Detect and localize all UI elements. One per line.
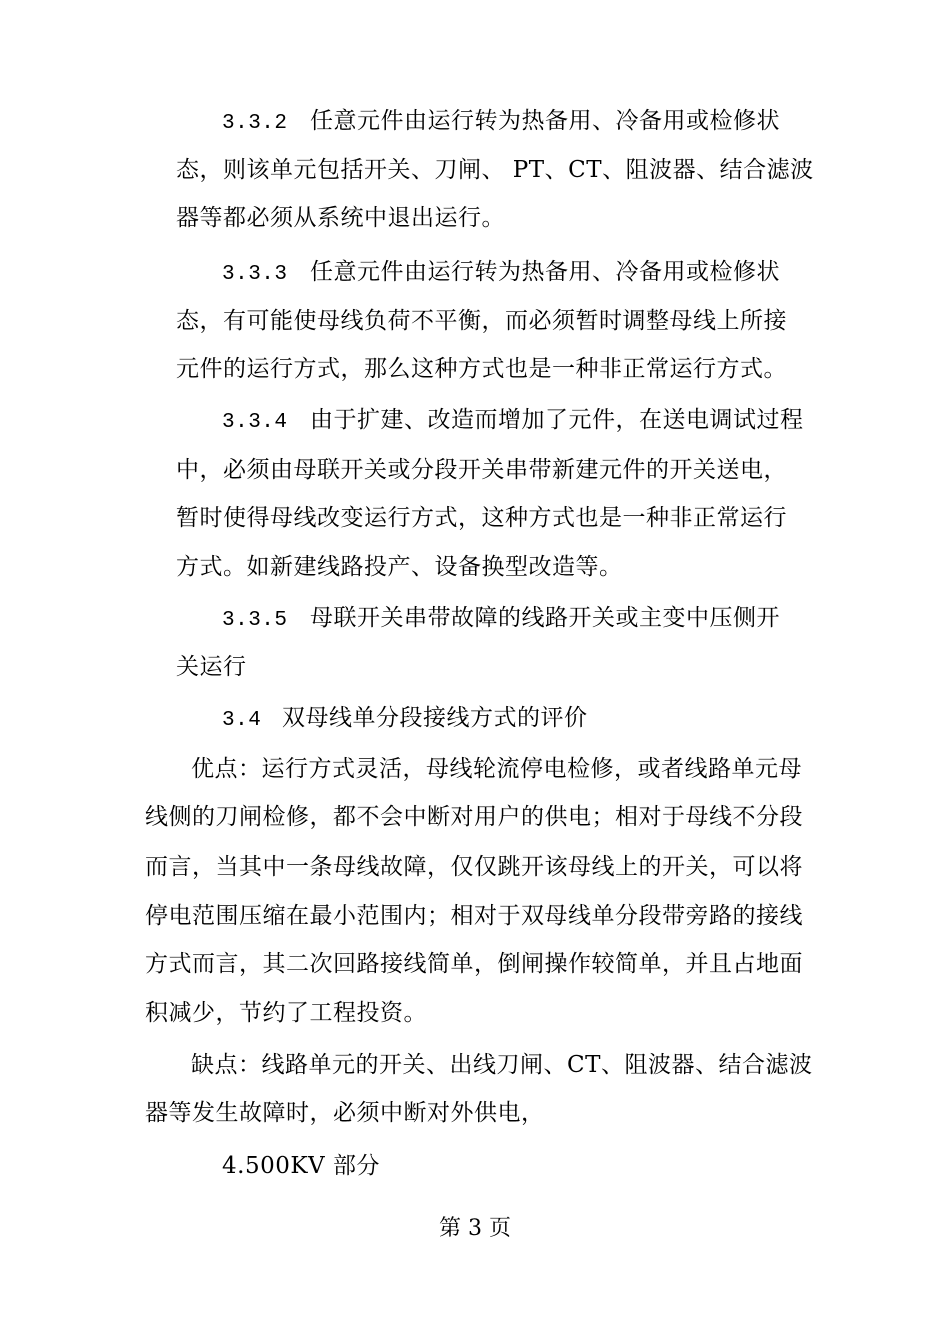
section-number: 3.4	[222, 709, 262, 732]
paragraph-line: 元件的运行方式，那么这种方式也是一种非正常运行方式。	[176, 356, 787, 382]
section-4-heading: 4.500KV 部分	[222, 1153, 380, 1179]
paragraph-line: 暂时使得母线改变运行方式，这种方式也是一种非正常运行	[176, 505, 787, 531]
section-number: 3.3.4	[222, 411, 288, 434]
advantages-line: 而言，当其中一条母线故障，仅仅跳开该母线上的开关，可以将	[145, 854, 803, 880]
section-3-4-heading	[222, 703, 588, 736]
paragraph-text: 任意元件由运行转为热备用、冷备用或检修状	[310, 108, 780, 134]
disadvantages-line: 器等发生故障时，必须中断对外供电，	[145, 1100, 545, 1126]
paragraph-line: 态，则该单元包括开关、刀闸、 PT、CT、阻波器、结合滤波	[176, 157, 814, 183]
paragraph-text: 母联开关串带故障的线路开关或主变中压侧开	[310, 605, 780, 631]
advantages-line: 方式而言，其二次回路接线简单，倒闸操作较简单，并且占地面	[145, 951, 803, 977]
page-number-footer: 第 3 页	[439, 1216, 511, 1241]
advantages-line: 停电范围压缩在最小范围内；相对于双母线单分段带旁路的接线	[145, 903, 803, 929]
paragraph-line: 方式。如新建线路投产、设备换型改造等。	[176, 554, 623, 580]
advantages-line: 线侧的刀闸检修，都不会中断对用户的供电；相对于母线不分段	[145, 804, 803, 830]
section-number: 3.3.3	[222, 263, 288, 286]
paragraph-line: 器等都必须从系统中退出运行。	[176, 205, 505, 231]
section-title: 双母线单分段接线方式的评价	[282, 705, 588, 731]
section-3-3-2-line-1	[222, 106, 780, 139]
section-number: 3.3.5	[222, 609, 288, 632]
section-3-3-3-line-1	[222, 257, 780, 290]
advantages-line: 优点：运行方式灵活，母线轮流停电检修，或者线路单元母	[191, 756, 802, 782]
section-3-3-5-line-1	[222, 603, 780, 636]
section-3-3-4-line-1	[222, 405, 804, 438]
paragraph-line: 关运行	[176, 654, 247, 680]
paragraph-text: 由于扩建、改造而增加了元件，在送电调试过程	[310, 407, 804, 433]
paragraph-line: 中，必须由母联开关或分段开关串带新建元件的开关送电，	[176, 457, 787, 483]
advantages-line: 积减少，节约了工程投资。	[145, 1000, 427, 1026]
disadvantages-line: 缺点：线路单元的开关、出线刀闸、CT、阻波器、结合滤波	[191, 1052, 813, 1078]
paragraph-line: 态，有可能使母线负荷不平衡，而必须暂时调整母线上所接	[176, 308, 787, 334]
section-number: 3.3.2	[222, 112, 288, 135]
paragraph-text: 任意元件由运行转为热备用、冷备用或检修状	[310, 259, 780, 285]
